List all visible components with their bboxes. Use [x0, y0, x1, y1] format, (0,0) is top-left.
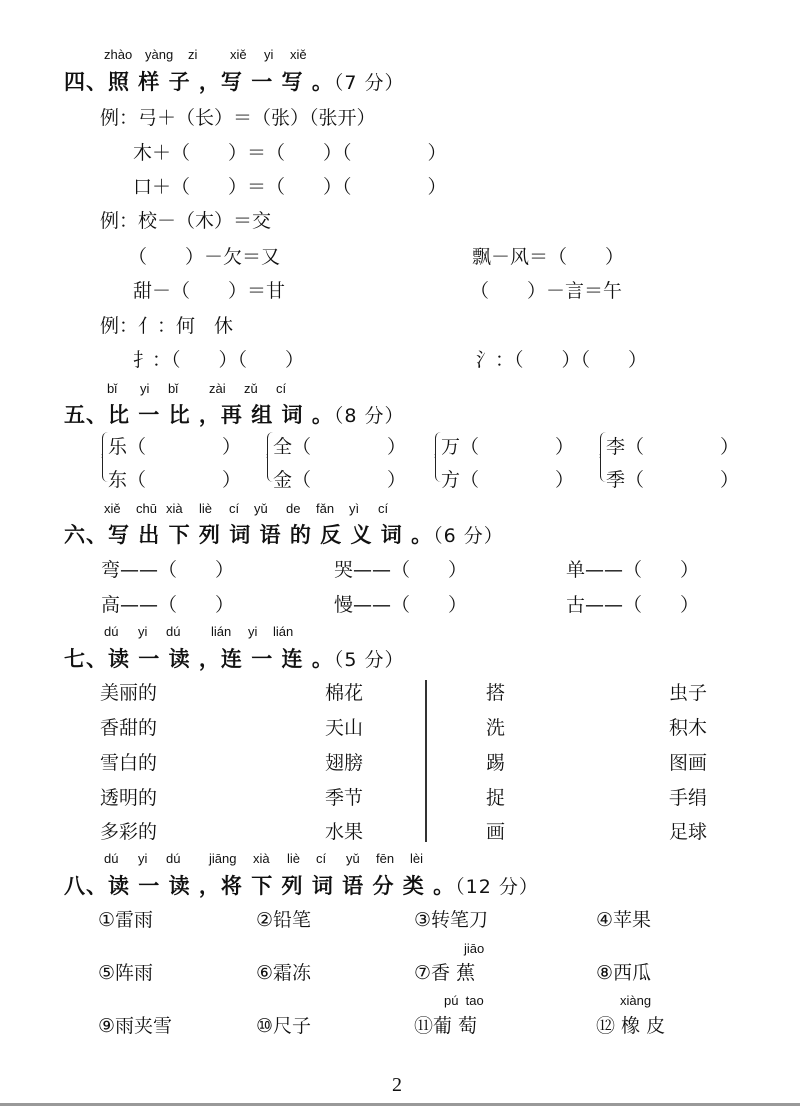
pinyin: dú: [104, 624, 119, 639]
word-pair-item: 万（ ）: [441, 436, 575, 458]
match-item[interactable]: 水果: [325, 821, 364, 843]
pinyin: zǔ: [244, 381, 258, 396]
word-pair-item: 全（ ）: [273, 436, 407, 458]
antonym-item: 弯——（ ）: [101, 559, 235, 581]
word-pair-item: 金（ ）: [273, 469, 407, 491]
pinyin: chū: [136, 501, 157, 516]
antonym-item: 单——（ ）: [566, 559, 700, 581]
pinyin: dú: [104, 851, 119, 866]
category-item: ⑥霜冻: [256, 962, 312, 984]
pinyin: yì: [349, 501, 360, 516]
exercise-line: 飘－风＝（ ）: [472, 246, 625, 268]
score: （12 分）: [455, 876, 539, 898]
match-item[interactable]: 季节: [325, 787, 364, 809]
match-item[interactable]: 天山: [325, 717, 364, 739]
score: （5 分）: [333, 649, 405, 671]
category-item: ①雷雨: [98, 909, 154, 931]
category-item: ⑧西瓜: [596, 962, 652, 984]
category-item: ⑦香 蕉: [414, 962, 476, 984]
pinyin: dú: [166, 624, 181, 639]
match-item[interactable]: 多彩的: [100, 821, 158, 843]
category-item: ②铅笔: [256, 909, 312, 931]
example: 例：弓＋（长）＝（张）（张开）: [100, 107, 376, 129]
pinyin: lián: [211, 624, 232, 639]
section-title: 六、写 出 下 列 词 语 的 反 义 词 。（6 分）: [64, 523, 504, 547]
pinyin: yàng: [145, 47, 174, 62]
exercise-line: （ ）－言＝午: [470, 280, 623, 302]
pinyin: liè: [199, 501, 213, 516]
pinyin: lèi: [410, 851, 424, 866]
match-item[interactable]: 雪白的: [100, 752, 158, 774]
section-title: 五、比 一 比 ，再 组 词 。（8 分）: [64, 403, 405, 427]
match-item[interactable]: 洗: [486, 717, 506, 739]
pinyin: xiě: [104, 501, 121, 516]
pinyin: liè: [287, 851, 301, 866]
divider: [425, 680, 427, 842]
pinyin: cí: [316, 851, 327, 866]
section-title: 八、读 一 读 ，将 下 列 词 语 分 类 。（12 分）: [64, 874, 539, 898]
exercise-line: 甜－（ ）＝甘: [133, 280, 286, 302]
pinyin: zi: [188, 47, 198, 62]
score: （7 分）: [333, 72, 405, 94]
pinyin: yi: [138, 624, 148, 639]
pinyin: xiě: [230, 47, 247, 62]
category-item: ⑨雨夹雪: [98, 1015, 173, 1037]
page-number: 2: [392, 1074, 402, 1096]
pinyin: bǐ: [107, 381, 118, 396]
pinyin: zài: [209, 381, 226, 396]
category-item: ⑤阵雨: [98, 962, 154, 984]
match-item[interactable]: 画: [486, 821, 506, 843]
example: 例：校－（木）＝交: [100, 210, 272, 232]
pinyin: xià: [253, 851, 270, 866]
antonym-item: 慢——（ ）: [334, 594, 468, 616]
pinyin: xiàng: [620, 993, 652, 1008]
exercise-line: 氵：（ ）（ ）: [476, 349, 648, 371]
pinyin: bǐ: [168, 381, 179, 396]
match-item[interactable]: 棉花: [325, 682, 364, 704]
pinyin: yi: [264, 47, 274, 62]
pinyin: yi: [140, 381, 150, 396]
pinyin: yi: [248, 624, 258, 639]
pinyin: jiāo: [464, 941, 485, 956]
section-title: 七、读 一 读 ，连 一 连 。（5 分）: [64, 647, 405, 671]
score: （8 分）: [333, 405, 405, 427]
match-item[interactable]: 虫子: [669, 682, 708, 704]
score: （6 分）: [433, 525, 504, 547]
exercise-line: 木＋（ ）＝（ ）（ ）: [133, 142, 447, 164]
category-item: ⑫ 橡 皮: [596, 1015, 666, 1037]
match-item[interactable]: 图画: [669, 752, 708, 774]
pinyin: zhào: [104, 47, 133, 62]
word-pair-item: 季（ ）: [606, 469, 740, 491]
pinyin: yǔ: [346, 851, 360, 866]
pinyin: pú tao: [444, 993, 484, 1008]
category-item: ④苹果: [596, 909, 652, 931]
pinyin: de: [286, 501, 301, 516]
match-item[interactable]: 美丽的: [100, 682, 158, 704]
word-pair-item: 乐（ ）: [108, 436, 242, 458]
pinyin: jiāng: [209, 851, 237, 866]
pinyin: yǔ: [254, 501, 268, 516]
pinyin: fǎn: [316, 501, 335, 516]
match-item[interactable]: 捉: [486, 787, 506, 809]
pinyin: cí: [378, 501, 389, 516]
exercise-line: 口＋（ ）＝（ ）（ ）: [133, 176, 447, 198]
match-item[interactable]: 翅膀: [325, 752, 364, 774]
word-pair-item: 东（ ）: [108, 469, 242, 491]
exercise-line: （ ）－欠＝又: [128, 246, 281, 268]
match-item[interactable]: 足球: [669, 821, 708, 843]
section-title: 四、照 样 子 ，写 一 写 。（7 分）: [64, 70, 405, 94]
category-item: ⑪葡 萄: [414, 1015, 478, 1037]
match-item[interactable]: 积木: [669, 717, 708, 739]
antonym-item: 高——（ ）: [101, 594, 235, 616]
antonym-item: 哭——（ ）: [334, 559, 468, 581]
pinyin: xiě: [290, 47, 307, 62]
pinyin: cí: [229, 501, 240, 516]
pinyin: cí: [276, 381, 287, 396]
pinyin: xià: [166, 501, 183, 516]
category-item: ⑩尺子: [256, 1015, 312, 1037]
category-item: ③转笔刀: [414, 909, 489, 931]
match-item[interactable]: 手绢: [669, 787, 708, 809]
antonym-item: 古——（ ）: [566, 594, 700, 616]
word-pair-item: 李（ ）: [606, 436, 740, 458]
match-item[interactable]: 透明的: [100, 787, 158, 809]
match-item[interactable]: 香甜的: [100, 717, 158, 739]
pinyin: yi: [138, 851, 148, 866]
pinyin: fēn: [376, 851, 395, 866]
match-item[interactable]: 搭: [486, 682, 506, 704]
pinyin: dú: [166, 851, 181, 866]
word-pair-item: 方（ ）: [441, 469, 575, 491]
exercise-line: 扌：（ ）（ ）: [133, 349, 305, 371]
pinyin: lián: [273, 624, 294, 639]
match-item[interactable]: 踢: [486, 752, 506, 774]
example: 例：亻：何 休: [100, 315, 234, 337]
